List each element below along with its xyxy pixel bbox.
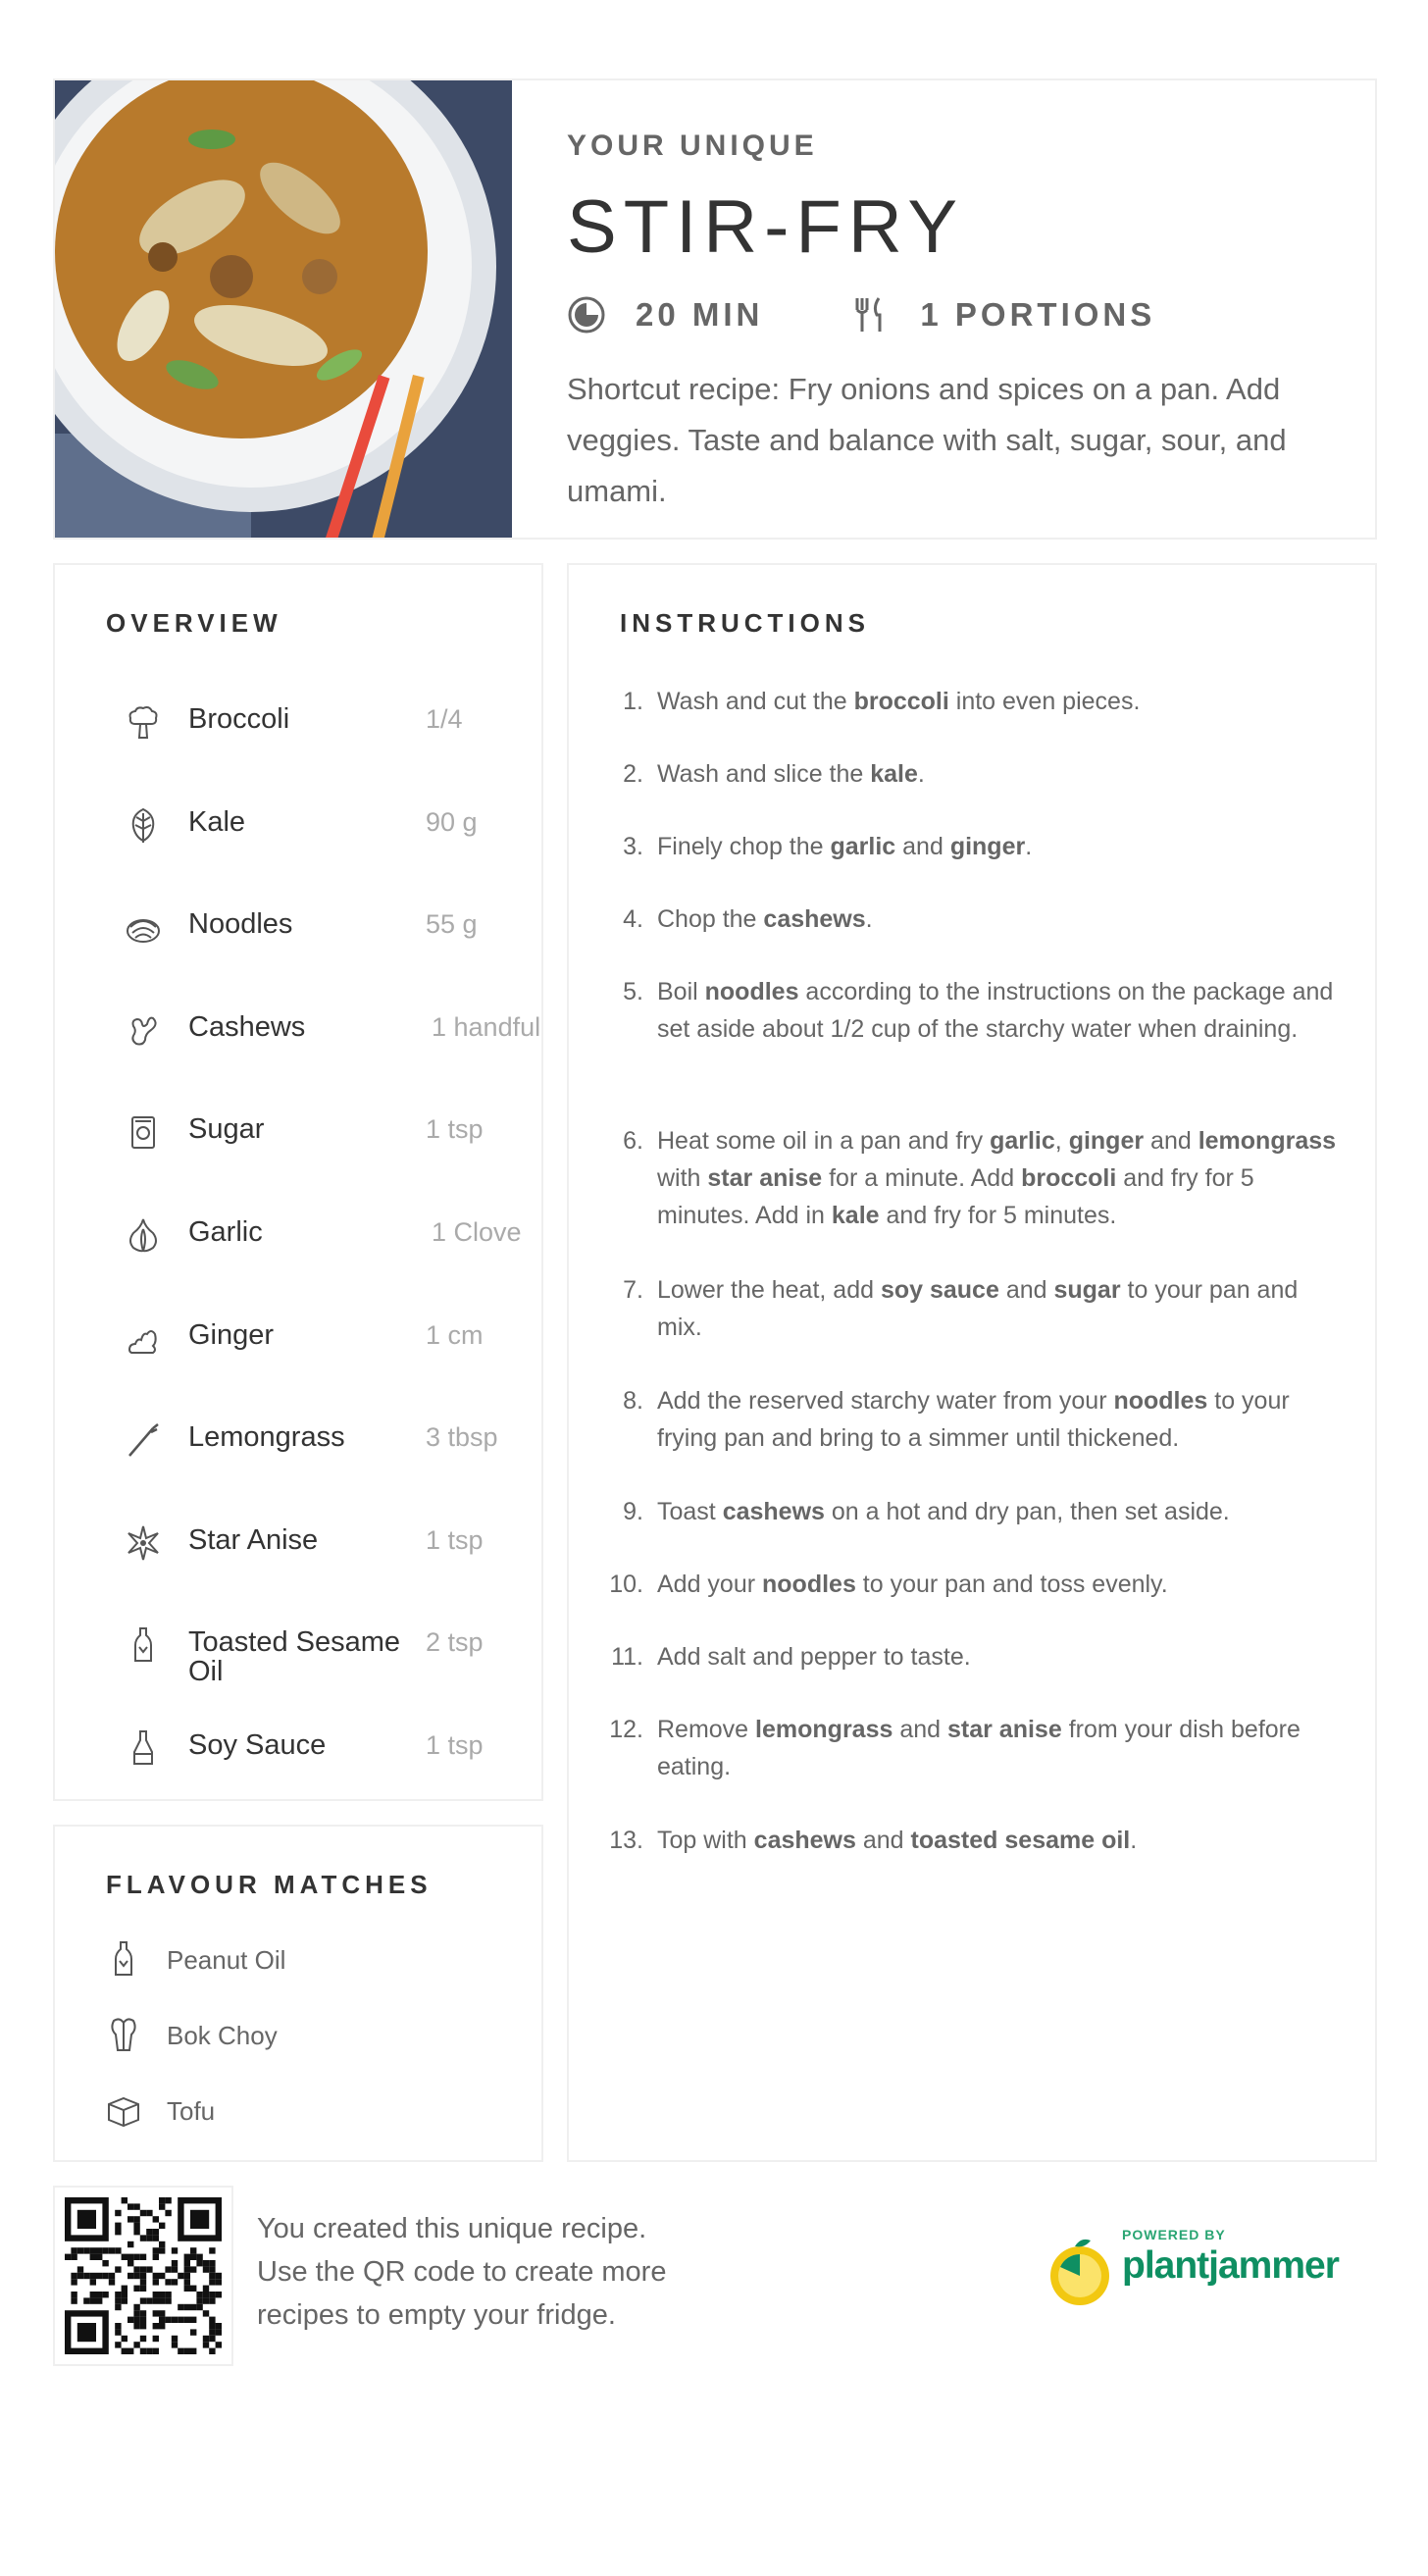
header-eyebrow: YOUR UNIQUE xyxy=(567,129,818,162)
oil-bottle-icon xyxy=(124,1625,163,1665)
ingredient-highlight: star anise xyxy=(947,1716,1062,1743)
ingredient-highlight: broccoli xyxy=(853,688,949,715)
step-text-segment: . xyxy=(1130,1827,1138,1854)
flavour-match-item xyxy=(55,2005,545,2064)
cashew-icon xyxy=(124,1010,163,1050)
dish-photo xyxy=(55,80,512,538)
instruction-step xyxy=(608,1122,1344,1234)
step-number: 8. xyxy=(623,1387,643,1415)
flavour-match-name: Peanut Oil xyxy=(167,1945,286,1975)
step-text-segment: Lower the heat, add xyxy=(657,1276,881,1304)
step-text-segment: and xyxy=(895,833,950,860)
step-number: 7. xyxy=(623,1276,643,1304)
instruction-step xyxy=(608,1638,1344,1675)
step-text-segment: Finely chop the xyxy=(657,833,831,860)
ingredient-highlight: sugar xyxy=(1053,1276,1121,1304)
ingredient-row xyxy=(55,683,545,761)
flavour-match-name: Bok Choy xyxy=(167,2021,278,2050)
ingredient-name: Toasted Sesame Oil xyxy=(188,1626,401,1688)
step-number: 4. xyxy=(623,905,643,933)
ingredient-amount: 1 handful xyxy=(432,1011,541,1042)
overview-title: OVERVIEW xyxy=(106,608,282,638)
ingredient-highlight: ginger xyxy=(949,833,1026,860)
step-number: 9. xyxy=(623,1498,643,1525)
step-text xyxy=(657,901,1344,938)
ginger-icon xyxy=(124,1318,163,1358)
ingredient-amount: 1 Clove xyxy=(432,1217,522,1247)
ingredient-amount: 1/4 xyxy=(426,704,463,734)
time-info xyxy=(567,295,763,335)
ingredient-amount: 1 tsp xyxy=(426,1730,484,1760)
brand-name: plantjammer xyxy=(1122,2244,1339,2287)
overview-panel xyxy=(53,563,543,1801)
ingredient-name: Garlic xyxy=(188,1216,263,1248)
instruction-step xyxy=(608,828,1344,865)
step-text-segment: Add the reserved starchy water from your xyxy=(657,1387,1114,1415)
step-number: 11. xyxy=(611,1643,643,1671)
footer-line: recipes to empty your fridge. xyxy=(257,2299,616,2331)
fork-knife-icon xyxy=(851,295,891,335)
instructions-panel xyxy=(567,563,1377,2162)
ingredient-row xyxy=(55,1401,545,1479)
ingredient-row xyxy=(55,1709,545,1787)
step-text-segment: and xyxy=(892,1716,947,1743)
ingredient-amount: 55 g xyxy=(426,909,478,940)
step-text-segment: and fry for 5 minutes. xyxy=(879,1202,1117,1229)
step-text-segment: into even pieces. xyxy=(948,688,1141,715)
ingredient-name: Sugar xyxy=(188,1113,265,1146)
ingredient-highlight: garlic xyxy=(830,833,896,860)
oil-bottle-icon xyxy=(104,1939,143,1979)
step-text-segment: with xyxy=(657,1164,708,1192)
step-text-segment: Heat some oil in a pan and fry xyxy=(657,1127,991,1155)
step-text-segment: Add salt and pepper to taste. xyxy=(657,1643,971,1671)
step-text-segment: to your pan and toss evenly. xyxy=(855,1571,1168,1598)
sugar-bag-icon xyxy=(124,1112,163,1152)
footer-text xyxy=(257,2207,666,2337)
garlic-icon xyxy=(124,1215,163,1255)
ingredient-highlight: cashews xyxy=(722,1498,825,1525)
portions-info xyxy=(851,295,1155,335)
lemon-logo-icon xyxy=(1046,2237,1114,2309)
kale-icon xyxy=(124,805,163,845)
step-number: 3. xyxy=(623,833,643,860)
ingredient-highlight: noodles xyxy=(1113,1387,1208,1415)
step-text xyxy=(657,1638,1344,1675)
step-text-segment: and xyxy=(998,1276,1054,1304)
time-label: 20 MIN xyxy=(636,296,764,333)
recipe-header xyxy=(53,78,1377,540)
plantjammer-logo[interactable] xyxy=(1038,2227,1352,2325)
step-text-segment: and xyxy=(855,1827,911,1854)
instruction-step xyxy=(608,1711,1344,1785)
ingredient-highlight: lemongrass xyxy=(755,1716,893,1743)
ingredient-name: Star Anise xyxy=(188,1523,319,1556)
ingredient-row xyxy=(55,1504,545,1582)
step-number: 10. xyxy=(609,1571,643,1598)
ingredient-highlight: noodles xyxy=(762,1571,856,1598)
ingredient-amount: 90 g xyxy=(426,806,478,837)
instruction-step xyxy=(608,1822,1344,1859)
step-text-segment: and fry for 5 minutes. Add in xyxy=(657,1164,1254,1229)
ingredient-row xyxy=(55,888,545,966)
ingredient-row xyxy=(55,1196,545,1274)
ingredient-highlight: noodles xyxy=(704,978,799,1005)
step-text-segment: Boil xyxy=(657,978,705,1005)
step-text xyxy=(657,1566,1344,1603)
ingredient-name: Lemongrass xyxy=(188,1421,345,1454)
powered-by-label: POWERED BY xyxy=(1122,2227,1226,2242)
ingredient-highlight: lemongrass xyxy=(1198,1127,1337,1155)
step-text-segment: according to the instructions on the package and set aside about 1/2 cup of the starchy water when draining. xyxy=(657,978,1334,1043)
ingredient-highlight: cashews xyxy=(763,905,866,933)
step-number: 12. xyxy=(609,1716,643,1743)
ingredient-row xyxy=(55,1299,545,1377)
qr-code[interactable] xyxy=(53,2186,233,2366)
ingredient-row xyxy=(55,1606,545,1688)
ingredient-name: Broccoli xyxy=(188,703,290,735)
instruction-step xyxy=(608,683,1344,720)
step-number: 6. xyxy=(623,1127,643,1155)
ingredient-name: Cashews xyxy=(188,1010,306,1043)
noodles-icon xyxy=(124,907,163,947)
ingredient-amount: 3 tbsp xyxy=(426,1422,498,1453)
step-number: 13. xyxy=(609,1827,643,1854)
step-text-segment: to your pan and mix. xyxy=(657,1276,1299,1341)
bok-choy-icon xyxy=(104,2015,143,2054)
step-text-segment: . xyxy=(1025,833,1033,860)
ingredient-highlight: toasted sesame oil xyxy=(910,1827,1131,1854)
step-text-segment: to your frying pan and bring to a simmer until thickened. xyxy=(657,1387,1290,1452)
ingredient-highlight: kale xyxy=(870,760,918,788)
instruction-step xyxy=(608,901,1344,938)
step-text xyxy=(657,828,1344,865)
footer-line: You created this unique recipe. xyxy=(257,2213,647,2244)
instruction-step xyxy=(608,1566,1344,1603)
ingredient-highlight: garlic xyxy=(990,1127,1055,1155)
instruction-step xyxy=(608,1382,1344,1457)
step-text-segment: and xyxy=(1144,1127,1198,1155)
step-text-segment: . xyxy=(917,760,925,788)
step-text-segment: for a minute. Add xyxy=(822,1164,1022,1192)
step-text xyxy=(657,1493,1344,1530)
ingredient-row xyxy=(55,991,545,1069)
step-text-segment: from your dish before eating. xyxy=(657,1716,1300,1780)
step-text-segment: on a hot and dry pan, then set aside. xyxy=(824,1498,1230,1525)
flavour-title: FLAVOUR MATCHES xyxy=(106,1870,433,1899)
clock-icon xyxy=(567,295,606,335)
step-text xyxy=(657,1711,1344,1785)
ingredient-name: Ginger xyxy=(188,1318,275,1351)
step-text-segment: Wash and cut the xyxy=(657,688,854,715)
step-text-segment: , xyxy=(1054,1127,1069,1155)
step-number: 2. xyxy=(623,760,643,788)
ingredient-highlight: cashews xyxy=(753,1827,856,1854)
step-text-segment: Wash and slice the xyxy=(657,760,871,788)
instruction-step xyxy=(608,755,1344,793)
ingredient-highlight: kale xyxy=(831,1202,880,1229)
step-text-segment: Remove xyxy=(657,1716,756,1743)
soy-sauce-bottle-icon xyxy=(124,1728,163,1768)
tofu-icon xyxy=(104,2090,143,2130)
step-number: 5. xyxy=(623,978,643,1005)
step-text-segment: Chop the xyxy=(657,905,764,933)
footer-line: Use the QR code to create more xyxy=(257,2256,667,2288)
step-text xyxy=(657,1271,1344,1346)
ingredient-name: Noodles xyxy=(188,908,293,941)
portions-label: 1 PORTIONS xyxy=(920,296,1156,333)
recipe-description: Shortcut recipe: Fry onions and spices on a pan. Add veggies. Taste and balance with salt, sugar, sour, and umami. xyxy=(567,372,1287,508)
step-text xyxy=(657,1122,1344,1234)
ingredient-amount: 2 tsp xyxy=(426,1627,484,1658)
flavour-match-item xyxy=(55,2081,545,2139)
ingredient-highlight: soy sauce xyxy=(880,1276,999,1304)
step-text xyxy=(657,1822,1344,1859)
step-text xyxy=(657,755,1344,793)
flavour-match-item xyxy=(55,1930,545,1988)
step-text-segment: Toast xyxy=(657,1498,723,1525)
instruction-step xyxy=(608,1493,1344,1530)
step-text-segment: Top with xyxy=(657,1827,754,1854)
ingredient-highlight: star anise xyxy=(707,1164,823,1192)
ingredient-amount: 1 cm xyxy=(426,1319,484,1350)
step-number: 1. xyxy=(623,688,643,715)
flavour-match-name: Tofu xyxy=(167,2096,216,2126)
instruction-step xyxy=(608,973,1344,1048)
ingredient-amount: 1 tsp xyxy=(426,1114,484,1145)
step-text xyxy=(657,1382,1344,1457)
star-anise-icon xyxy=(124,1523,163,1563)
ingredient-highlight: ginger xyxy=(1068,1127,1145,1155)
step-text-segment: . xyxy=(865,905,873,933)
ingredient-row xyxy=(55,1093,545,1171)
step-text xyxy=(657,683,1344,720)
flavour-matches-panel xyxy=(53,1825,543,2162)
ingredient-row xyxy=(55,786,545,864)
lemongrass-icon xyxy=(124,1420,163,1460)
ingredient-amount: 1 tsp xyxy=(426,1524,484,1555)
instructions-title: INSTRUCTIONS xyxy=(620,608,870,638)
step-text xyxy=(657,973,1344,1048)
ingredient-highlight: broccoli xyxy=(1021,1164,1117,1192)
instruction-step xyxy=(608,1271,1344,1346)
broccoli-icon xyxy=(124,702,163,742)
recipe-title: STIR-FRY xyxy=(567,185,965,269)
step-text-segment: Add your xyxy=(657,1571,763,1598)
ingredient-name: Soy Sauce xyxy=(188,1729,327,1761)
ingredient-name: Kale xyxy=(188,805,246,838)
